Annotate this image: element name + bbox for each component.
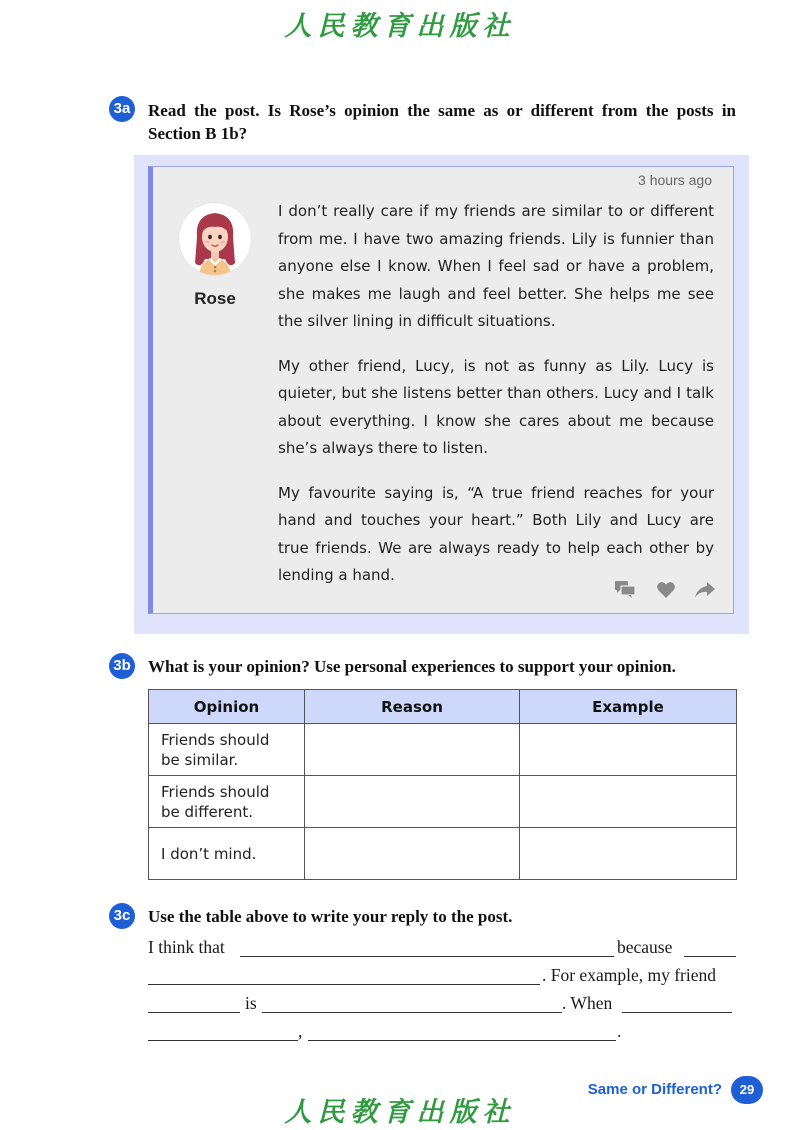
writing-text-comma: ,: [298, 1021, 303, 1041]
table-row: [149, 776, 737, 828]
section-badge-3c: 3c: [109, 903, 135, 929]
writing-line-1: [148, 937, 736, 965]
post-paragraph-1: I don’t really care if my friends are similar to or different from me. I have two amazing friends. Lily is funnier than anyone else I know. When I feel sad or have a problem, she makes me laugh and feel better. She helps me see the silver lining in difficult situations.: [278, 202, 714, 330]
writing-text-period: .: [617, 1021, 622, 1041]
writing-blank[interactable]: [262, 1012, 562, 1013]
post-paragraph-2: My other friend, Lucy, is not as funny as Lily. Lucy is quieter, but she listens better than others. Lucy and I talk about everything. I know she cares about me because she’s always there to listen.: [278, 356, 714, 457]
table-header-row: [149, 690, 737, 724]
writing-line-2: [148, 965, 736, 993]
avatar-girl-icon: [179, 203, 251, 275]
writing-blank[interactable]: [622, 1012, 732, 1013]
instruction-3b: What is your opinion? Use personal experiences to support your opinion.: [148, 657, 676, 676]
example-cell[interactable]: [520, 776, 737, 828]
section-badge-3b: 3b: [109, 653, 135, 679]
writing-text-when: . When: [562, 993, 613, 1013]
avatar: [179, 203, 251, 275]
example-cell[interactable]: [520, 724, 737, 776]
post-author-name: Rose: [194, 289, 236, 308]
post-timestamp: 3 hours ago: [638, 172, 712, 188]
writing-blank[interactable]: [308, 1040, 616, 1041]
writing-blank[interactable]: [148, 984, 540, 985]
example-cell[interactable]: [520, 828, 737, 880]
unit-title: Same or Different?: [587, 1081, 722, 1098]
publisher-logo-bottom: 人民教育出版社: [284, 1097, 516, 1128]
publisher-logo-top: 人民教育出版社: [284, 11, 516, 42]
post-paragraph-3: My favourite saying is, “A true friend reaches for your hand and touches your heart.” Both Lily and Lucy are true friends. We are always ready to help each other by lending a hand.: [278, 483, 714, 584]
writing-blank[interactable]: [148, 1012, 240, 1013]
writing-text-because: because: [617, 937, 673, 957]
heart-icon[interactable]: [656, 580, 676, 604]
reason-cell[interactable]: [305, 776, 520, 828]
share-icon[interactable]: [694, 580, 716, 604]
comment-icon[interactable]: [614, 580, 636, 604]
writing-blank[interactable]: [684, 956, 736, 957]
instruction-3a: Read the post. Is Rose’s opinion the same as or different from the posts in Section B 1b?: [148, 101, 736, 143]
opinion-cell: Friends should be similar.: [149, 724, 305, 776]
writing-line-4: [148, 1021, 736, 1049]
section-badge-3a: 3a: [109, 96, 135, 122]
writing-blank[interactable]: [240, 956, 614, 957]
post-body: [278, 198, 714, 607]
instruction-3c: Use the table above to write your reply to the post.: [148, 907, 513, 926]
reason-cell[interactable]: [305, 828, 520, 880]
opinion-cell: I don’t mind.: [149, 828, 305, 880]
writing-text-is: is: [245, 993, 257, 1013]
page-number: 29: [731, 1076, 763, 1104]
opinion-cell: Friends should be different.: [149, 776, 305, 828]
table-row: [149, 724, 737, 776]
header-opinion: Opinion: [149, 690, 305, 724]
header-example: Example: [520, 690, 737, 724]
writing-line-3: [148, 993, 736, 1021]
reason-cell[interactable]: [305, 724, 520, 776]
header-reason: Reason: [305, 690, 520, 724]
opinion-table: [148, 689, 737, 880]
writing-blank[interactable]: [148, 1040, 298, 1041]
writing-text-i-think-that: I think that: [148, 937, 225, 957]
writing-text-for-example: . For example, my friend: [542, 965, 716, 985]
table-row: [149, 828, 737, 880]
